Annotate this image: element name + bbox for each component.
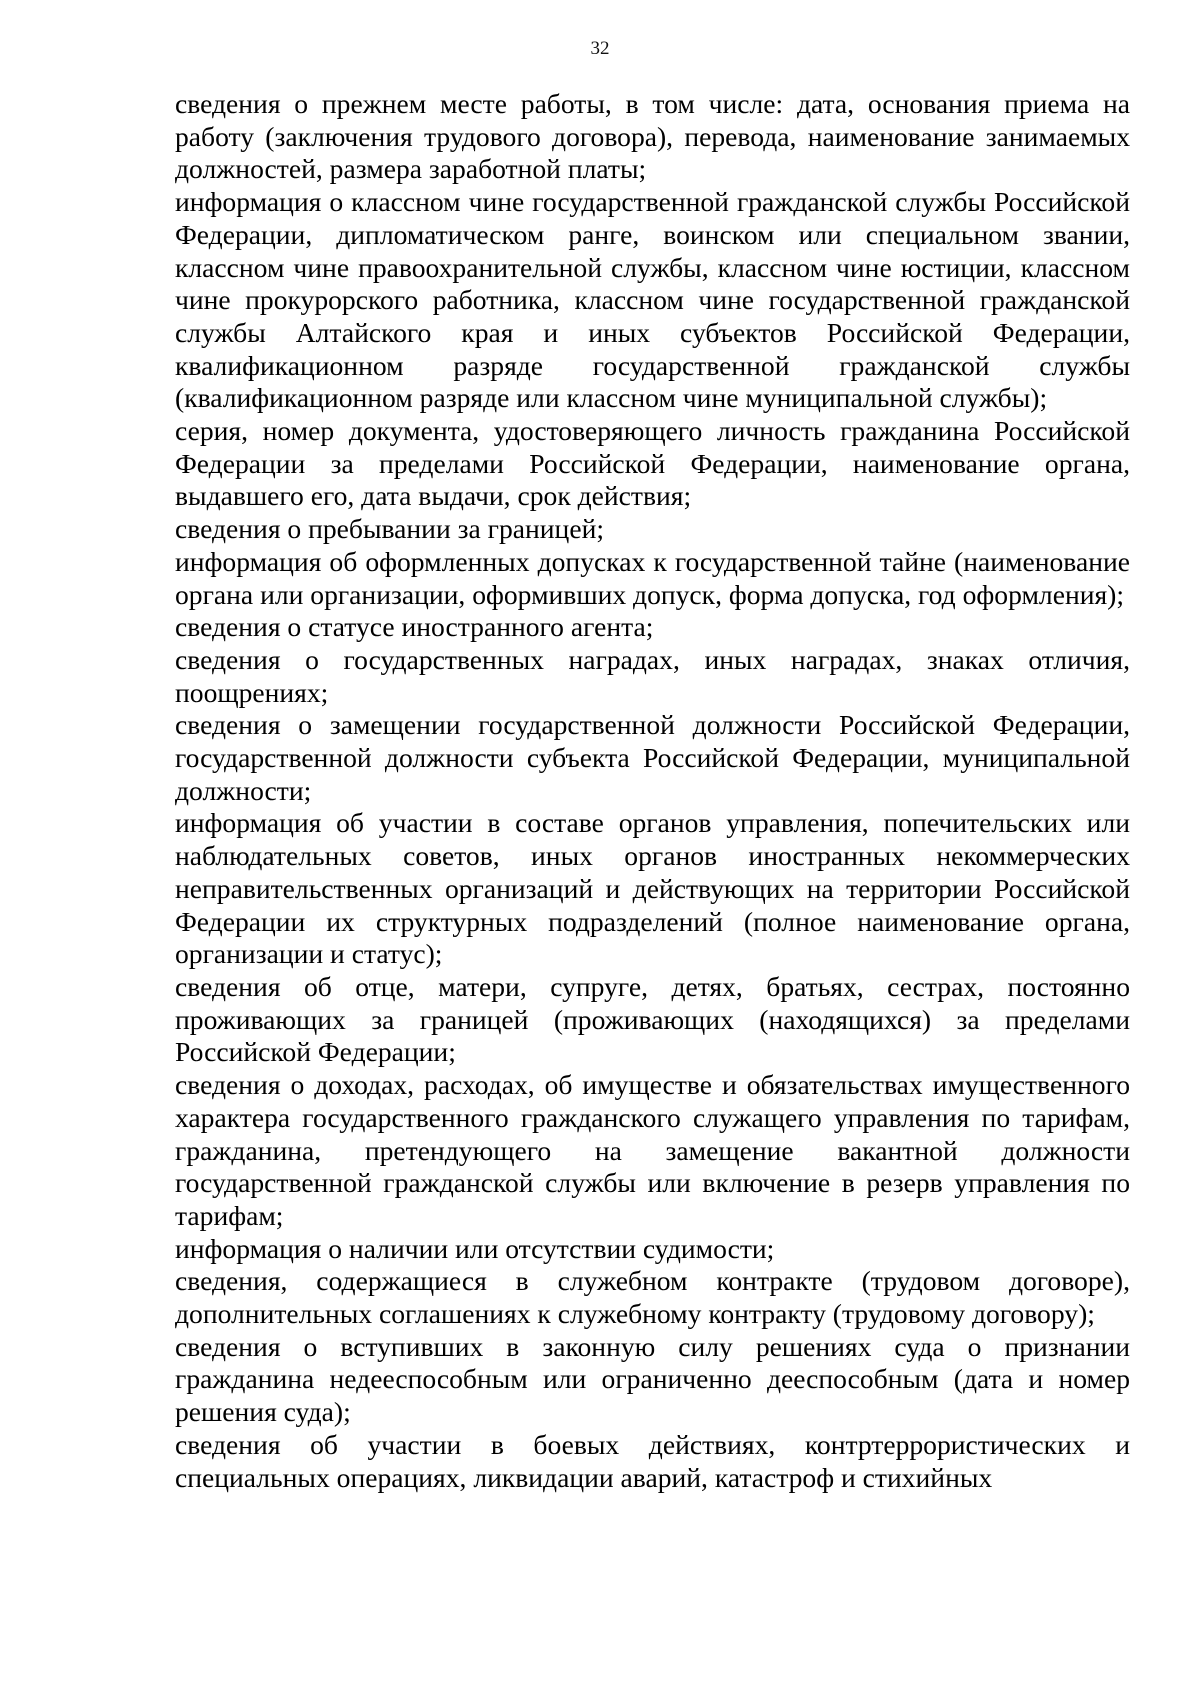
paragraph-identity-document: серия, номер документа, удостоверяющего личность гражданина Российской Федерации за пределами Российской Федерации, наименование органа, выдавшего его, дата выдачи, срок действия; bbox=[175, 415, 1130, 512]
body-text bbox=[175, 88, 1130, 1494]
paragraph-ngo-participation: информация об участии в составе органов управления, попечительских или наблюдательных советов, иных органов иностранных некоммерческих неправительственных организаций и действующих на территории Российской Федерации их структурных подразделений (полное наименование органа, организации и статус); bbox=[175, 807, 1130, 970]
paragraph-state-position: сведения о замещении государственной должности Российской Федерации, государственной должности субъекта Российской Федерации, муниципальной должности; bbox=[175, 709, 1130, 806]
paragraph-combat-participation: сведения об участии в боевых действиях, контртеррористических и специальных операциях, ликвидации аварий, катастроф и стихийных bbox=[175, 1428, 1130, 1493]
paragraph-stay-abroad: сведения о пребывании за границей; bbox=[175, 513, 604, 545]
paragraph-class-rank: информация о классном чине государственной гражданской службы Российской Федерации, дипломатическом ранге, воинском или специальном звании, классном чине правоохранительной службы, классном чине юстиции, классном чине прокурорского работника, классном чине государственной гражданской службы Алтайского края и иных субъектов Российской Федерации, квалификационном разряде государственной гражданской службы (квалификационном разряде или классном чине муниципальной службы); bbox=[175, 186, 1130, 414]
page-number: 32 bbox=[590, 38, 610, 59]
paragraph-income-property: сведения о доходах, расходах, об имуществе и обязательствах имущественного характера государственного гражданского служащего управления по тарифам, гражданина, претендующего на замещение вакантной должности государственной гражданской службы или включение в резерв управления по тарифам; bbox=[175, 1069, 1130, 1231]
paragraph-secret-clearance: информация об оформленных допусках к государственной тайне (наименование органа или организации, оформивших допуск, форма допуска, год оформления); bbox=[175, 545, 1130, 610]
paragraph-service-contract: сведения, содержащиеся в служебном контракте (трудовом договоре), дополнительных соглашениях к служебному контракту (трудовому договору); bbox=[175, 1265, 1130, 1330]
paragraph-previous-employment: сведения о прежнем месте работы, в том числе: дата, основания приема на работу (заключения трудового договора), перевода, наименование занимаемых должностей, размера заработной платы; bbox=[175, 88, 1130, 185]
paragraph-criminal-record: информация о наличии или отсутствии судимости; bbox=[175, 1232, 775, 1264]
paragraph-foreign-agent-status: сведения о статусе иностранного агента; bbox=[175, 611, 654, 643]
paragraph-court-decisions: сведения о вступивших в законную силу решениях суда о признании гражданина недееспособным или ограниченно дееспособным (дата и номер решения суда); bbox=[175, 1330, 1130, 1428]
paragraph-relatives-abroad: сведения об отце, матери, супруге, детях, братьях, сестрах, постоянно проживающих за границей (проживающих (находящихся) за пределами Российской Федерации; bbox=[175, 970, 1130, 1068]
paragraph-state-awards: сведения о государственных наградах, иных наградах, знаках отличия, поощрениях; bbox=[175, 643, 1130, 708]
